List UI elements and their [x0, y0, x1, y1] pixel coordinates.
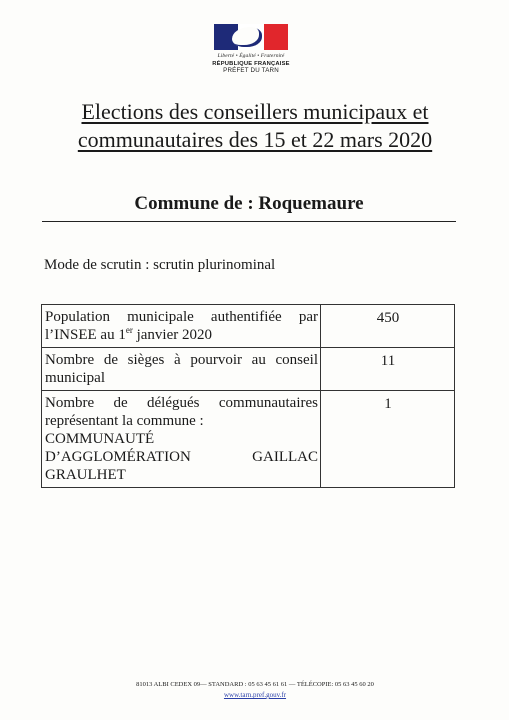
title-line-1: Elections des conseillers municipaux et: [81, 99, 429, 124]
title-line-2: communautaires des 15 et 22 mars 2020: [77, 127, 433, 152]
delegates-label: Nombre de délégués communautaires représentant la commune : COMMUNAUTÉ D’AGGLOMÉRATION GAILLAC GRAULHET: [42, 391, 321, 488]
website-link[interactable]: www.tarn.pref.gouv.fr: [223, 691, 287, 699]
voting-mode: Mode de scrutin : scrutin plurinominal: [44, 257, 276, 273]
footer: [60, 680, 450, 700]
table-row: [42, 348, 455, 391]
document-title: [40, 98, 470, 154]
election-info-table: [41, 304, 455, 488]
marianne-profile-icon: [232, 27, 262, 47]
republic-label: RÉPUBLIQUE FRANÇAISE: [212, 61, 290, 67]
seats-value: 11: [321, 348, 455, 391]
population-value: 450: [321, 305, 455, 348]
marianne-logo: [205, 24, 297, 74]
table-row: [42, 391, 455, 488]
seats-label: Nombre de sièges à pourvoir au conseil municipal: [42, 348, 321, 391]
table-row: [42, 305, 455, 348]
prefecture-label: PRÉFET DU TARN: [223, 67, 279, 74]
motto: Liberté • Égalité • Fraternité: [217, 53, 285, 59]
footer-address: 81013 ALBI CEDEX 09— STANDARD : 05 63 45 61 61 — TÉLÉCOPIE: 05 63 45 60 20: [136, 681, 374, 688]
french-flag-icon: [214, 24, 288, 50]
delegates-value: 1: [321, 391, 455, 488]
population-label: Population municipale authentifiée par l’INSEE au 1er janvier 2020: [42, 305, 321, 348]
commune-heading: Commune de : Roquemaure: [42, 193, 456, 222]
